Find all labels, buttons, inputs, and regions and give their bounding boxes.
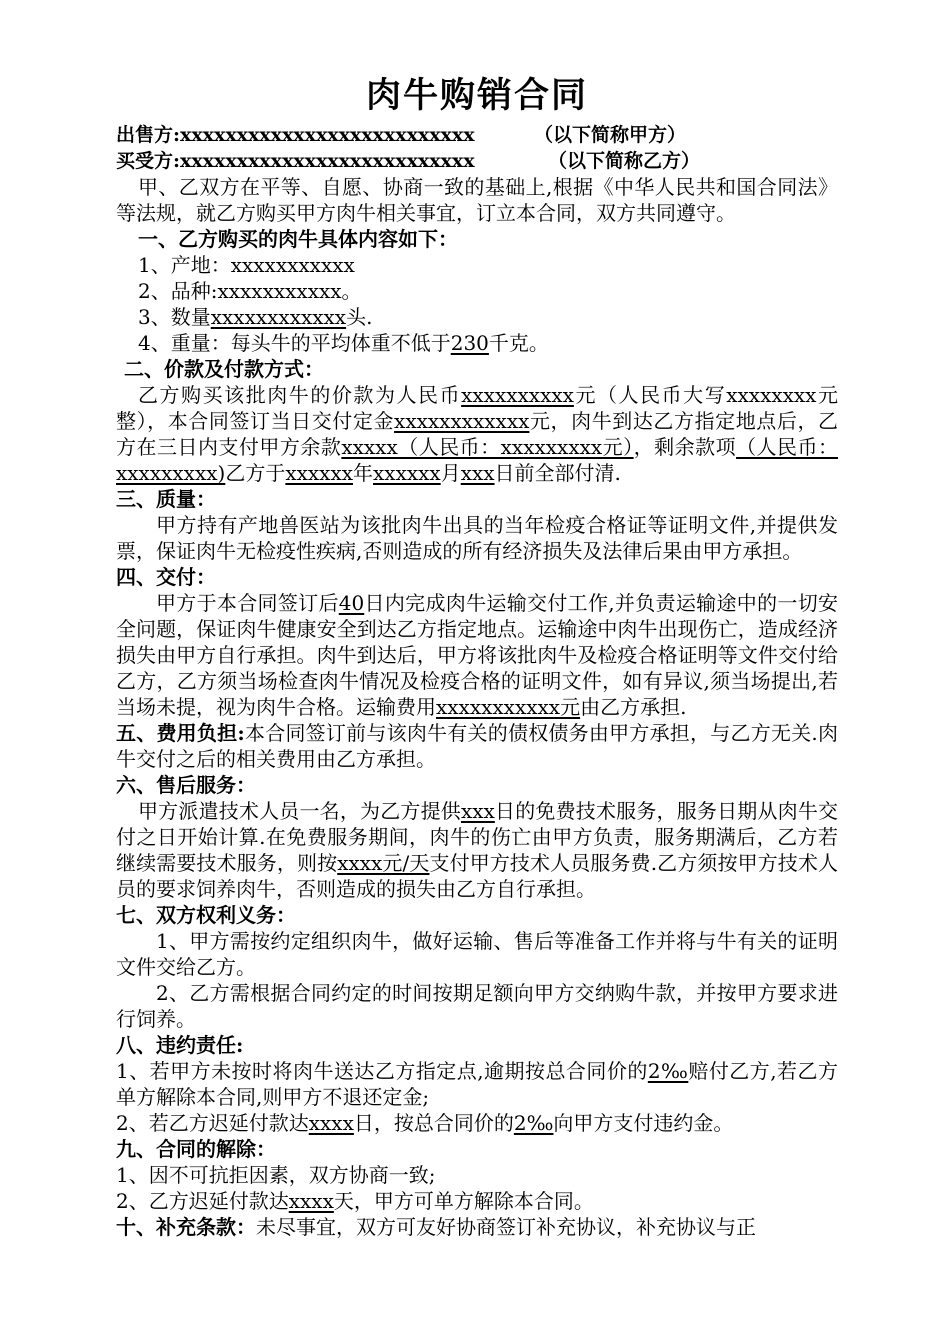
rights-item-2: 2、乙方需根据合同约定的时间按期足额向甲方交纳购牛款，并按甲方要求进行饲养。 — [116, 981, 838, 1031]
balance-amount: xxxxx（人民币：xxxxxxxxx元） — [341, 435, 634, 459]
section-3-heading: 三、质量： — [116, 487, 216, 511]
seller-note: （以下简称甲方） — [534, 124, 687, 146]
price-text-7: 月 — [440, 461, 461, 485]
section-2-heading: 二、价款及付款方式： — [124, 357, 324, 381]
liability-2-text-3: 向甲方支付违约金。 — [553, 1111, 734, 1135]
seller-label: 出售方: — [116, 124, 181, 146]
buyer-label: 买受方: — [116, 150, 181, 172]
price-text-4: ，剩余款项 — [633, 435, 737, 459]
price-text-2: 元（人民币大写xxxxxxxx元整），本合同签订当日交付定金 — [116, 383, 839, 433]
deposit-amount: xxxxxxxxxxxx — [394, 409, 530, 433]
pay-month: xxxxxx — [373, 461, 441, 485]
service-text-3: 支付甲方技术人员服务费.乙方须按甲方技术人员的要求饲养肉牛，否则造成的损失由乙方自行承担。 — [116, 851, 839, 901]
termination-item-1: 1、因不可抗拒因素，双方协商一致; — [116, 1163, 436, 1187]
weight-line — [116, 330, 838, 356]
termination-item-2 — [116, 1188, 838, 1214]
price-text-8: 日前全部付清. — [494, 461, 621, 485]
price-text-5: 乙方于 — [225, 461, 286, 485]
delivery-text-2: 日内完成肉牛运输交付工作,并负责运输途中的一切安全问题，保证肉牛健康安全到达乙方指定地点。运输途中肉牛出现伤亡，造成经济损失由甲方自行承担。肉牛到达后，甲方将该批肉牛及检疫合格证明等文件交付给乙方，乙方须当场检查肉牛情况及检疫合格的证明文件，如有异议,须当场提出,若当场未提，视为肉牛合格。运输费用 — [116, 591, 839, 719]
quantity-line — [116, 304, 838, 330]
seller-name: xxxxxxxxxxxxxxxxxxxxxxxxxx — [180, 124, 475, 146]
liability-2-text-2: 日，按总合同价的 — [353, 1111, 514, 1135]
buyer-name: xxxxxxxxxxxxxxxxxxxxxxxxxx — [180, 150, 475, 172]
quantity-value: xxxxxxxxxxxx — [210, 305, 347, 329]
delivery-text-3: 由乙方承担. — [580, 695, 687, 719]
price-text-3: 元，肉牛到达乙方指定地点后，乙方在三日内支付甲方余款 — [116, 409, 839, 459]
section-10-heading: 十、补充条款： — [116, 1215, 256, 1239]
liability-item-1 — [116, 1058, 838, 1110]
weight-unit: 千克。 — [488, 331, 549, 355]
service-text-1: 甲方派遣技术人员一名，为乙方提供 — [138, 799, 461, 823]
liability-1-text-1: 1、若甲方未按时将肉牛送达乙方指定点,逾期按总合同价的 — [116, 1059, 648, 1083]
quantity-label: 3、数量 — [138, 305, 211, 329]
weight-value: 230 — [450, 331, 489, 355]
service-days: xxx — [460, 799, 495, 823]
intro-paragraph: 甲、乙双方在平等、自愿、协商一致的基础上,根据《中华人民共和国合同法》等法规，就乙方购买甲方肉牛相关事宜，订立本合同，双方共同遵守。 — [116, 175, 838, 225]
breed-line: 2、品种:xxxxxxxxxxx。 — [138, 279, 362, 303]
delivery-text-1: 甲方于本合同签订后 — [156, 591, 339, 615]
service-fee: xxxx元/天 — [337, 851, 430, 875]
delivery-days: 40 — [338, 591, 365, 615]
termination-2-text-1: 2、乙方迟延付款达 — [116, 1189, 289, 1213]
section-7-heading: 七、双方权利义务： — [116, 903, 296, 927]
section-9-heading: 九、合同的解除： — [116, 1137, 276, 1161]
liability-1-text-2: 赔付乙方,若乙方单方解除本合同,则甲方不退还定金; — [116, 1059, 839, 1109]
liability-1-rate: 2‰ — [647, 1059, 689, 1083]
pay-day: xxx — [460, 461, 495, 485]
pay-year: xxxxxx — [285, 461, 354, 485]
quality-paragraph: 甲方持有产地兽医站为该批肉牛出具的当年检疫合格证等证明文件,并提供发票，保证肉牛无检疫性疾病,否则造成的所有经济损失及法律后果由甲方承担。 — [116, 513, 838, 563]
transport-fee: xxxxxxxxxxx元 — [436, 695, 581, 719]
price-total: xxxxxxxxxx — [461, 383, 574, 407]
liability-2-rate: 2‰ — [513, 1111, 554, 1135]
section-5-heading: 五、费用负担: — [116, 721, 245, 745]
weight-label: 4、重量：每头牛的平均体重不低于 — [138, 331, 451, 355]
contract-title: 肉牛购销合同 — [365, 75, 588, 116]
seller-line — [116, 122, 838, 148]
section-4-heading: 四、交付： — [116, 565, 216, 589]
liability-2-text-1: 2、若乙方迟延付款达 — [116, 1111, 309, 1135]
buyer-note: （以下简称乙方） — [548, 150, 701, 172]
price-text-1: 乙方购买该批肉牛的价款为人民币 — [138, 383, 462, 407]
section-8-heading: 八、违约责任: — [116, 1033, 244, 1057]
service-text-2: 日的免费技术服务，服务日期从肉牛交付之日开始计算.在免费服务期间，肉牛的伤亡由甲方负责，服务期满后，乙方若继续需要技术服务，则按 — [116, 799, 838, 875]
section-5-paragraph — [116, 720, 838, 772]
origin-line: 1、产地：xxxxxxxxxxx — [138, 253, 355, 277]
price-text-6: 年 — [353, 461, 374, 485]
section-10-paragraph — [116, 1214, 838, 1240]
termination-2-days: xxxx — [288, 1189, 334, 1213]
rights-item-1: 1、甲方需按约定组织肉牛，做好运输、售后等准备工作并将与牛有关的证明文件交给乙方。 — [116, 929, 838, 979]
section-6-heading: 六、售后服务： — [116, 773, 256, 797]
section-1-heading: 一、乙方购买的肉牛具体内容如下： — [138, 227, 458, 251]
termination-2-text-2: 天，甲方可单方解除本合同。 — [333, 1189, 594, 1213]
service-paragraph — [116, 798, 838, 902]
contract-page — [116, 72, 838, 1240]
quantity-unit: 头. — [346, 305, 373, 329]
cost-body: 本合同签订前与该肉牛有关的债权债务由甲方承担，与乙方无关.肉牛交付之后的相关费用由乙方承担。 — [116, 721, 838, 771]
supplement-body: 未尽事宜，双方可友好协商签订补充协议，补充协议与正 — [256, 1215, 756, 1239]
price-paragraph — [116, 382, 838, 486]
liability-item-2 — [116, 1110, 838, 1136]
delivery-paragraph — [116, 590, 838, 720]
liability-2-days: xxxx — [308, 1111, 354, 1135]
remaining-amount: （人民币：xxxxxxxxx) — [116, 435, 839, 485]
buyer-line — [116, 148, 838, 174]
